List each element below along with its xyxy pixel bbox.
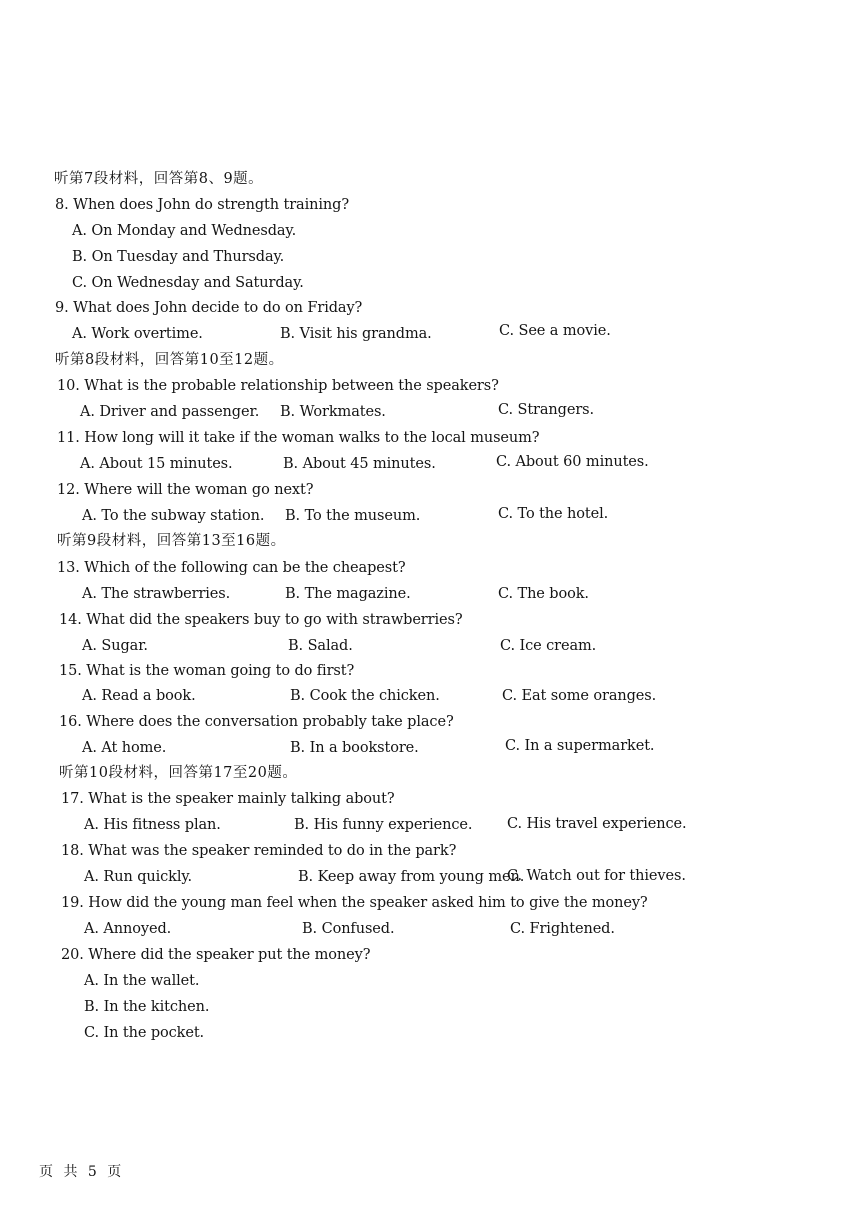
section-heading-8: 听第8段材料，回答第10至12题。 xyxy=(55,352,284,368)
question-13-option-c: C. The book. xyxy=(498,586,589,602)
question-19-option-b: B. Confused. xyxy=(302,921,395,937)
question-20-option-a: A. In the wallet. xyxy=(84,973,200,989)
question-20-option-b: B. In the kitchen. xyxy=(84,999,210,1015)
question-14-option-c: C. Ice cream. xyxy=(500,638,597,654)
question-10-stem: 10. What is the probable relationship between the speakers? xyxy=(57,378,499,394)
question-19-option-c: C. Frightened. xyxy=(510,921,615,937)
question-16-option-c: C. In a supermarket. xyxy=(505,738,655,754)
question-18-option-c: C. Watch out for thieves. xyxy=(507,868,686,884)
question-19-stem: 19. How did the young man feel when the speaker asked him to give the money? xyxy=(61,895,648,911)
question-14-option-a: A. Sugar. xyxy=(82,638,148,654)
question-16-option-a: A. At home. xyxy=(82,740,167,756)
question-16-option-b: B. In a bookstore. xyxy=(290,740,419,756)
question-14-stem: 14. What did the speakers buy to go with strawberries? xyxy=(59,612,463,628)
question-17-stem: 17. What is the speaker mainly talking about? xyxy=(61,791,395,807)
question-15-option-c: C. Eat some oranges. xyxy=(502,688,657,704)
question-9-option-b: B. Visit his grandma. xyxy=(280,326,432,342)
question-17-option-a: A. His fitness plan. xyxy=(84,817,221,833)
question-12-option-b: B. To the museum. xyxy=(285,508,421,524)
question-11-option-c: C. About 60 minutes. xyxy=(496,454,649,470)
question-9-stem: 9. What does John decide to do on Friday? xyxy=(55,300,363,316)
question-13-stem: 13. Which of the following can be the cheapest? xyxy=(57,560,406,576)
question-11-option-a: A. About 15 minutes. xyxy=(80,456,233,472)
question-18-option-a: A. Run quickly. xyxy=(84,869,193,885)
question-18-option-b: B. Keep away from young men. xyxy=(298,869,525,885)
section-heading-7: 听第7段材料，回答第8、9题。 xyxy=(54,171,264,187)
question-10-option-c: C. Strangers. xyxy=(498,402,595,418)
question-8-option-b: B. On Tuesday and Thursday. xyxy=(72,249,285,265)
question-11-option-b: B. About 45 minutes. xyxy=(283,456,436,472)
question-8-option-c: C. On Wednesday and Saturday. xyxy=(72,275,304,291)
section-heading-9: 听第9段材料，回答第13至16题。 xyxy=(57,533,286,549)
question-16-stem: 16. Where does the conversation probably take place? xyxy=(59,714,454,730)
page-footer: 页 共 5 页 xyxy=(39,1164,125,1180)
question-10-option-b: B. Workmates. xyxy=(280,404,386,420)
question-12-option-c: C. To the hotel. xyxy=(498,506,609,522)
question-20-option-c: C. In the pocket. xyxy=(84,1025,205,1041)
question-17-option-b: B. His funny experience. xyxy=(294,817,473,833)
question-17-option-c: C. His travel experience. xyxy=(507,816,687,832)
question-18-stem: 18. What was the speaker reminded to do in the park? xyxy=(61,843,457,859)
question-12-stem: 12. Where will the woman go next? xyxy=(57,482,314,498)
question-15-option-a: A. Read a book. xyxy=(82,688,196,704)
question-20-stem: 20. Where did the speaker put the money? xyxy=(61,947,371,963)
question-14-option-b: B. Salad. xyxy=(288,638,353,654)
question-15-option-b: B. Cook the chicken. xyxy=(290,688,440,704)
question-9-option-c: C. See a movie. xyxy=(499,323,611,339)
question-15-stem: 15. What is the woman going to do first? xyxy=(59,663,355,679)
question-13-option-a: A. The strawberries. xyxy=(82,586,231,602)
question-11-stem: 11. How long will it take if the woman walks to the local museum? xyxy=(57,430,540,446)
question-9-option-a: A. Work overtime. xyxy=(72,326,203,342)
question-10-option-a: A. Driver and passenger. xyxy=(80,404,260,420)
question-12-option-a: A. To the subway station. xyxy=(82,508,265,524)
question-19-option-a: A. Annoyed. xyxy=(84,921,172,937)
question-13-option-b: B. The magazine. xyxy=(285,586,411,602)
question-8-stem: 8. When does John do strength training? xyxy=(55,197,349,213)
question-8-option-a: A. On Monday and Wednesday. xyxy=(72,223,297,239)
section-heading-10: 听第10段材料，回答第17至20题。 xyxy=(59,765,298,781)
